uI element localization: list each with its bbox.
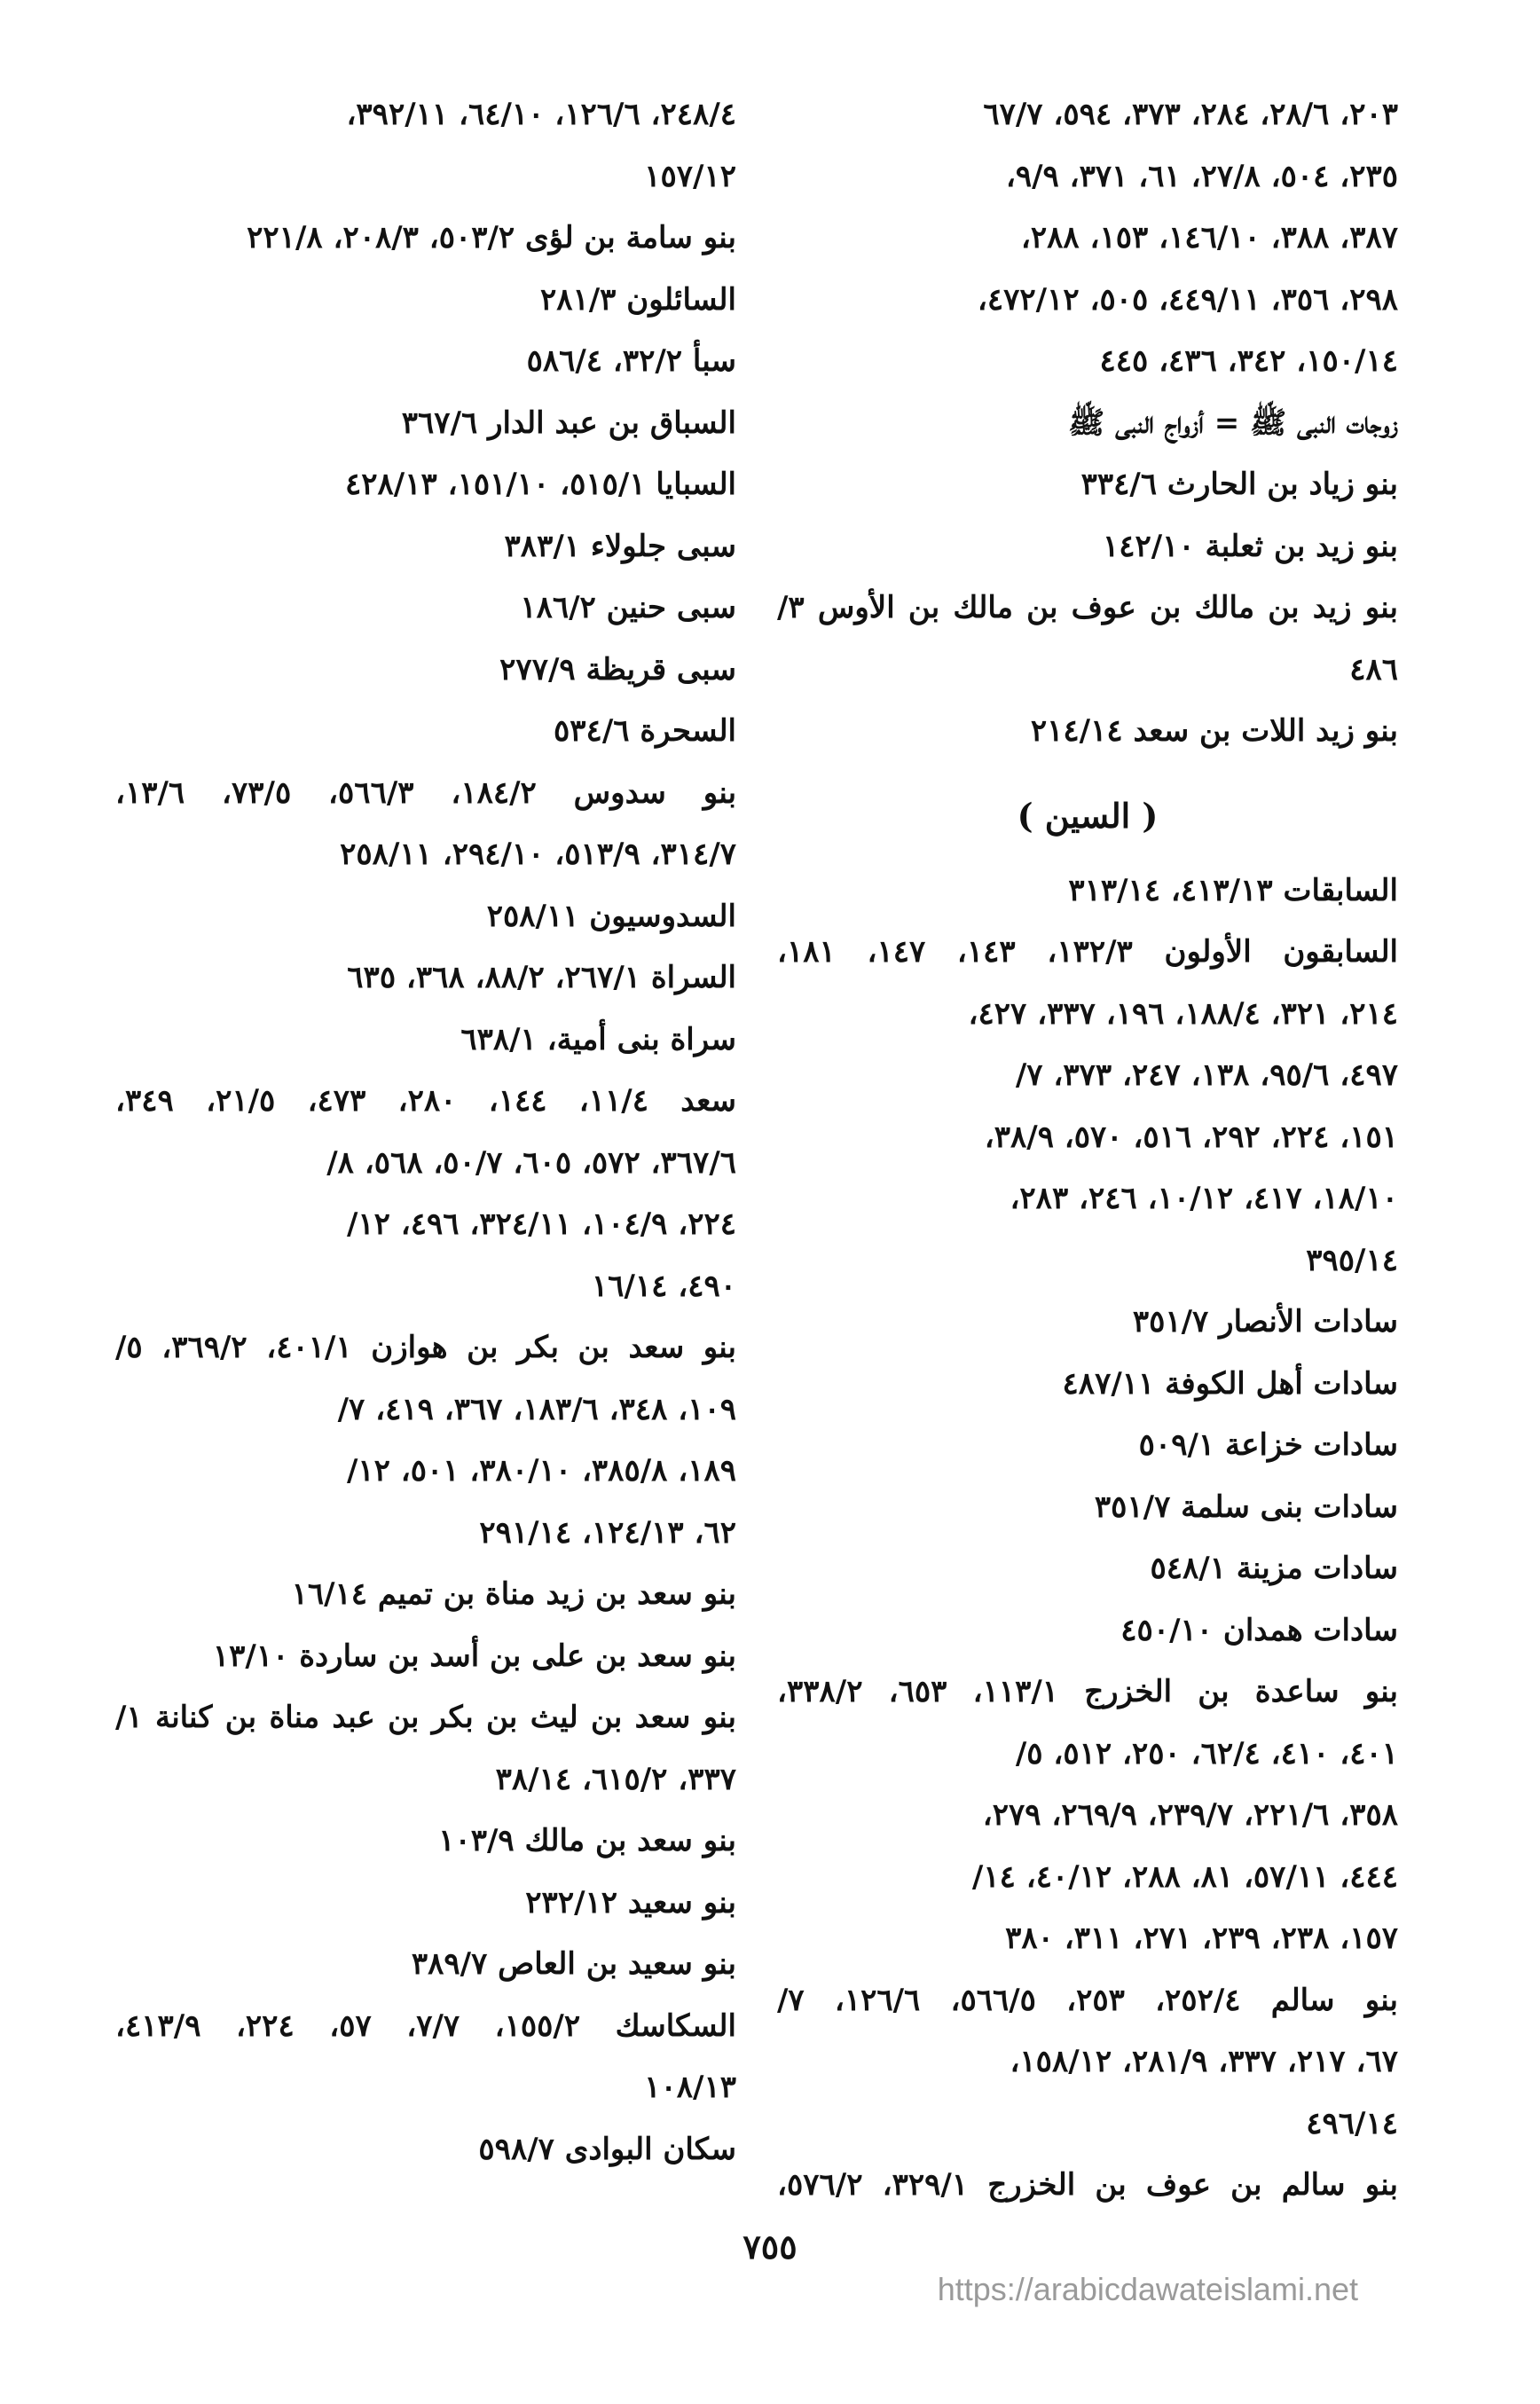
- index-line: بنو زيد اللات بن سعد ٢١٤/١٤: [1030, 713, 1398, 749]
- index-line: بنو سعد بن ليث بن بكر بن عبد مناة بن كنانة ١/: [115, 1700, 736, 1735]
- index-line: بنو سعد بن بكر بن هوازن ٤٠١/١، ٣٦٩/٢، ٥/: [115, 1330, 736, 1365]
- index-line: بنو ساعدة بن الخزرج ١١٣/١، ٦٥٣، ٣٣٨/٢،: [777, 1674, 1398, 1709]
- index-line: سبى حنين ١٨٦/٢: [520, 590, 736, 625]
- index-line: ٤٨٦: [1349, 651, 1398, 687]
- index-line: سادات بنى سلمة ٣٥١/٧: [1094, 1489, 1398, 1525]
- index-line: سادات الأنصار ٣٥١/٧: [1132, 1304, 1398, 1339]
- index-line: ٤٩٧، ٩٥/٦، ١٣٨، ٢٤٧، ٣٧٣، ٧/: [1015, 1057, 1398, 1093]
- index-line: بنو سعد بن زيد مناة بن تميم ١٦/١٤: [291, 1576, 736, 1612]
- index-line: بنو زيد بن ثعلبة ١٤٢/١٠: [1102, 528, 1398, 564]
- index-line: بنو سالم بن عوف بن الخزرج ٣٢٩/١، ٥٧٦/٢،: [777, 2167, 1398, 2203]
- right-column: [777, 84, 1398, 2203]
- index-page: [115, 84, 1425, 2203]
- index-line: ٢٢٤، ١٠٤/٩، ٣٢٤/١١، ٤٩٦، ١٢/: [347, 1206, 736, 1242]
- index-line: سراة بنى أمية، ٦٣٨/١: [460, 1021, 736, 1057]
- index-line: ١٥٠/١٤، ٣٤٢، ٤٣٦، ٤٤٥: [1099, 343, 1398, 379]
- index-line: السابقات ٤١٣/١٣، ٣١٣/١٤: [1068, 872, 1398, 908]
- index-line: السائلون ٢٨١/٣: [539, 281, 736, 318]
- index-line: سادات مزينة ٥٤٨/١: [1150, 1551, 1398, 1586]
- index-line: سبى جلولاء ٣٨٣/١: [504, 528, 736, 564]
- index-line: ٢٠٣، ٢٨/٦، ٢٨٤، ٣٧٣، ٥٩٤، ٦٧/٧: [983, 97, 1398, 132]
- index-line: بنو سدوس ١٨٤/٢، ٥٦٦/٣، ٧٣/٥، ١٣/٦،: [115, 774, 736, 811]
- index-line: ٤٩٠، ١٦/١٤: [591, 1268, 736, 1304]
- index-line: ٣١٤/٧، ٥١٣/٩، ٢٩٤/١٠، ٢٥٨/١١: [340, 837, 736, 872]
- index-line: ١٥١، ٢٢٤، ٢٩٢، ٥١٦، ٥٧٠، ٣٨/٩،: [984, 1119, 1398, 1155]
- index-line: ٤٩٦/١٤: [1306, 2105, 1398, 2141]
- section-heading: ( السين ): [1017, 795, 1159, 836]
- index-line: السباق بن عبد الدار ٣٦٧/٦: [401, 405, 736, 441]
- index-line: بنو زياد بن الحارث ٣٣٤/٦: [1080, 467, 1398, 502]
- index-line: بنو سعد بن مالك ١٠٣/٩: [438, 1823, 736, 1858]
- index-line: سادات خزاعة ٥٠٩/١: [1138, 1427, 1398, 1463]
- index-line: سبى قريظة ٢٧٧/٩: [499, 651, 736, 687]
- index-line: السابقون الأولون ١٣٢/٣، ١٤٣، ١٤٧، ١٨١،: [777, 934, 1398, 970]
- index-line: سادات همدان ٤٥٠/١٠: [1120, 1612, 1398, 1648]
- index-line: السبايا ٥١٥/١، ١٥١/١٠، ٤٢٨/١٣: [345, 467, 736, 502]
- index-line: ٦٢، ١٢٤/١٣، ٢٩١/١٤: [479, 1514, 736, 1551]
- watermark-url: https://arabicdawateislami.net: [937, 2271, 1358, 2307]
- index-line: بنو سالم ٢٥٢/٤، ٢٥٣، ٥٦٦/٥، ١٢٦/٦، ٧/: [777, 1982, 1398, 2018]
- index-line: سادات أهل الكوفة ٤٨٧/١١: [1062, 1365, 1398, 1402]
- index-line: السحرة ٥٣٤/٦: [554, 713, 736, 749]
- index-line: بنو سعيد بن العاص ٣٨٩/٧: [411, 1946, 736, 1982]
- index-line: ١٥٧، ٢٣٨، ٢٣٩، ٢٧١، ٣١١، ٣٨٠: [1005, 1921, 1398, 1956]
- index-line: ١٨/١٠، ٤١٧، ١٠/١٢، ٢٤٦، ٢٨٣،: [1010, 1181, 1398, 1216]
- index-line: ٢١٤، ٣٢١، ١٨٨/٤، ١٩٦، ٣٣٧، ٤٢٧،: [968, 995, 1398, 1032]
- index-line: ٣٣٧، ٦١٥/٢، ٣٨/١٤: [495, 1761, 736, 1797]
- left-column: [115, 84, 736, 2196]
- index-line: ١٠٨/١٣: [644, 2070, 736, 2105]
- index-line: ٦٧، ٢١٧، ٣٣٧، ٢٨١/٩، ١٥٨/١٢،: [1010, 2044, 1398, 2079]
- index-line: ٣٦٧/٦، ٥٧٢، ٦٠٥، ٥٠/٧، ٥٦٨، ٨/: [326, 1144, 736, 1181]
- index-line: بنو سعيد ٢٣٢/١٢: [525, 1884, 736, 1921]
- index-line: السكاسك ١٥٥/٢، ٧/٧، ٥٧، ٢٢٤، ٤١٣/٩،: [115, 2007, 736, 2044]
- index-line: ٤٤٤، ٥٧/١١، ٨١، ٢٨٨، ٤٠/١٢، ١٤/: [971, 1858, 1398, 1895]
- index-line: بنو زيد بن مالك بن عوف بن مالك بن الأوس ٣/: [777, 590, 1398, 625]
- index-line: سعد ١١/٤، ١٤٤، ٢٨٠، ٤٧٣، ٢١/٥، ٣٤٩،: [115, 1083, 736, 1119]
- index-line: ٣٨٧، ٣٨٨، ١٤٦/١٠، ١٥٣، ٢٨٨،: [1020, 220, 1398, 255]
- index-line: ١٠٩، ٣٤٨، ١٨٣/٦، ٣٦٧، ٤١٩، ٧/: [337, 1391, 736, 1427]
- index-line: ٣٥٨، ٢٢١/٦، ٢٣٩/٧، ٢٦٩/٩، ٢٧٩،: [982, 1797, 1398, 1833]
- index-line: ١٥٧/١٢: [644, 158, 736, 194]
- index-line: السراة ٢٦٧/١، ٨٨/٢، ٣٦٨، ٦٣٥: [347, 960, 736, 995]
- index-line: زوجات النبى ﷺ = أزواج النبى ﷺ: [1068, 405, 1398, 441]
- index-line: ٢٣٥، ٥٠٤، ٢٧/٨، ٦١، ٣٧١، ٩/٩،: [1005, 158, 1398, 194]
- index-line: سبأ ٣٢/٢، ٥٨٦/٤: [526, 343, 736, 379]
- index-line: بنو سعد بن على بن أسد بن ساردة ١٣/١٠: [212, 1638, 736, 1674]
- page-number: ٧٥٥: [742, 2227, 798, 2267]
- index-line: السدوسيون ٢٥٨/١١: [486, 898, 736, 934]
- index-line: ٢٩٨، ٣٥٦، ٤٤٩/١١، ٥٠٥، ٤٧٢/١٢،: [977, 281, 1398, 318]
- index-line: سكان البوادى ٥٩٨/٧: [478, 2131, 736, 2167]
- index-line: بنو سامة بن لؤى ٥٠٣/٢، ٢٠٨/٣، ٢٢١/٨: [247, 220, 736, 255]
- index-line: ٣٩٥/١٤: [1306, 1242, 1398, 1278]
- index-line: ٢٤٨/٤، ١٢٦/٦، ٦٤/١٠، ٣٩٢/١١،: [346, 97, 736, 132]
- index-line: ٤٠١، ٤١٠، ٦٢/٤، ٢٥٠، ٥١٢، ٥/: [1015, 1735, 1398, 1772]
- index-line: ١٨٩، ٣٨٥/٨، ٣٨٠/١٠، ٥٠١، ١٢/: [347, 1453, 736, 1489]
